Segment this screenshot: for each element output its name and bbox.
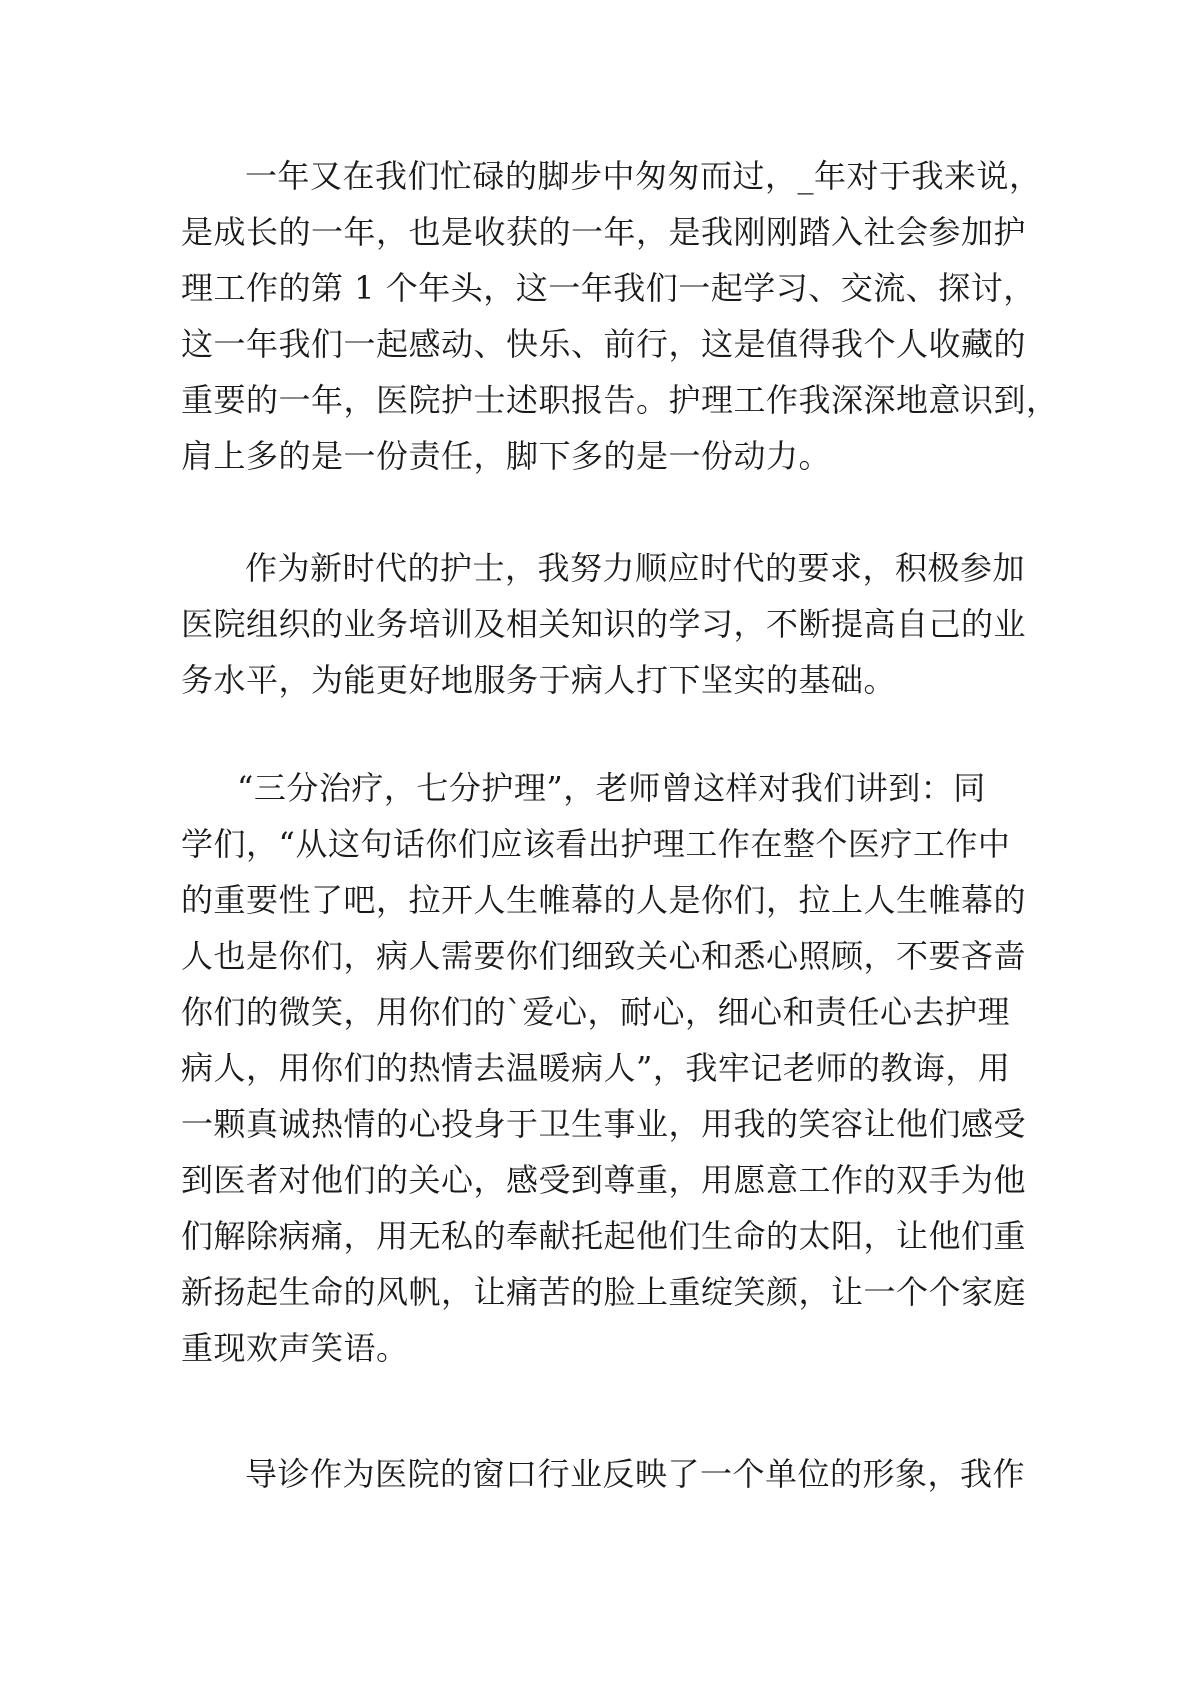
paragraph-line: 到医者对他们的关心，感受到尊重，用愿意工作的双手为他: [181, 1161, 1027, 1199]
paragraph-line: 导诊作为医院的窗口行业反映了一个单位的形象，我作: [245, 1455, 1026, 1493]
paragraph-line: 医院组织的业务培训及相关知识的学习，不断提高自己的业: [181, 605, 1027, 643]
paragraph-line: 这一年我们一起感动、快乐、前行，这是值得我个人收藏的: [181, 325, 1027, 363]
paragraph-2: [181, 540, 1027, 708]
paragraph-line: 务水平，为能更好地服务于病人打下坚实的基础。: [181, 661, 897, 699]
paragraph-line: 一年又在我们忙碌的脚步中匆匆而过，_年对于我来说，: [245, 157, 1042, 195]
paragraph-line: 病人，用你们的热情去温暖病人”，我牢记老师的教诲，用: [181, 1049, 1011, 1087]
paragraph-line: 人也是你们，病人需要你们细致关心和悉心照顾，不要吝啬: [181, 937, 1027, 975]
paragraph-line: 作为新时代的护士，我努力顺应时代的要求，积极参加: [245, 549, 1026, 587]
paragraph-line: 肩上多的是一份责任，脚下多的是一份动力。: [181, 437, 832, 475]
paragraph-3: [181, 760, 1027, 1376]
paragraph-line: 你们的微笑，用你们的`爱心，耐心，细心和责任心去护理: [181, 993, 1011, 1031]
paragraph-line: 是成长的一年，也是收获的一年，是我刚刚踏入社会参加护: [181, 213, 1027, 251]
paragraph-line: 新扬起生命的风帆，让痛苦的脸上重绽笑颜，让一个个家庭: [181, 1273, 1027, 1311]
paragraph-line: 的重要性了吧，拉开人生帷幕的人是你们，拉上人生帷幕的: [181, 881, 1027, 919]
paragraph-line: 们解除病痛，用无私的奉献托起他们生命的太阳，让他们重: [181, 1217, 1027, 1255]
paragraph-line: 一颗真诚热情的心投身于卫生事业，用我的笑容让他们感受: [181, 1105, 1027, 1143]
paragraph-line: 理工作的第 1 个年头，这一年我们一起学习、交流、探讨，: [181, 269, 1036, 307]
paragraph-4: [181, 1446, 1026, 1502]
paragraph-line: “三分治疗，七分护理”，老师曾这样对我们讲到：同: [237, 769, 986, 807]
paragraph-line: 学们，“从这句话你们应该看出护理工作在整个医疗工作中: [181, 825, 1011, 863]
paragraph-line: 重现欢声笑语。: [181, 1329, 409, 1367]
paragraph-1: [181, 148, 1059, 484]
paragraph-line: 重要的一年，医院护士述职报告。护理工作我深深地意识到，: [181, 381, 1059, 419]
